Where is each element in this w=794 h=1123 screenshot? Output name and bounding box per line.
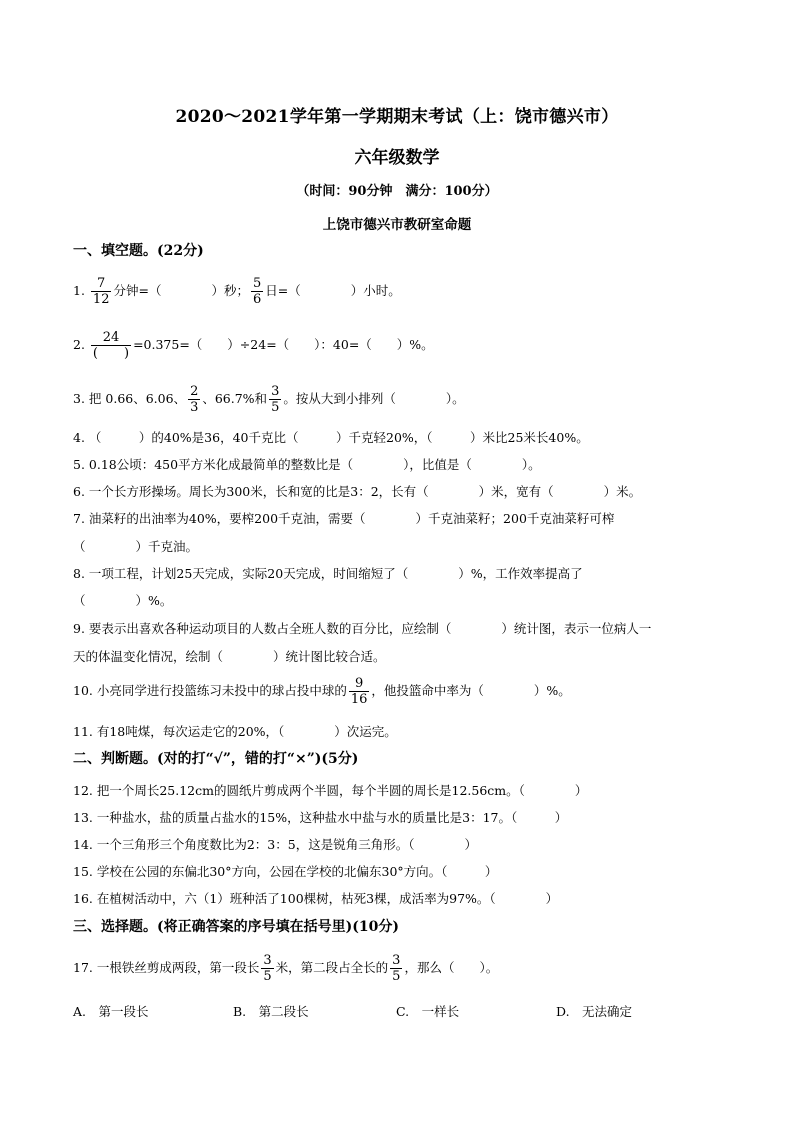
question-2: 2. $\frac{24}{( )}$ =0.375=（ ）÷24=（ ）：40=（ ）%。 [73,330,434,361]
fraction: $\frac{24}{( )}$ [92,330,130,361]
question-9-line-2: 天的体温变化情况，绘制（ ）统计图比较合适。 [73,649,386,664]
fraction: $\frac{3}{5}$ [392,953,401,984]
question-13: 13. 一种盐水，盐的质量占盐水的15%，这种盐水中盐与水的质量比是3：17。（ ） [73,810,568,825]
exam-author: 上饶市德兴市教研室命题 [322,217,472,233]
fraction: $\frac{9}{16}$ [350,676,368,707]
option-b: B. 第二段长 [233,1004,309,1019]
question-7-line-1: 7. 油菜籽的出油率为40%，要榨200千克油，需要（ ）千克油菜籽；200千克油菜籽可榨 [73,511,615,526]
question-9-line-1: 9. 要表示出喜欢各种运动项目的人数占全班人数的百分比，应绘制（ ）统计图，表示一位病人一 [73,621,652,636]
question-14: 14. 一个三角形三个角度数比为2：3：5，这是锐角三角形。（ ） [73,837,477,852]
section-3-heading: 三、选择题。(将正确答案的序号填在括号里)(10分) [73,919,399,935]
question-8-line-1: 8. 一项工程，计划25天完成，实际20天完成，时间缩短了（ ）%，工作效率提高了 [73,566,583,581]
fraction: $\frac{2}{3}$ [190,384,199,415]
question-7-line-2: （ ）千克油。 [73,539,199,554]
question-11: 11. 有18吨煤，每次运走它的20%，（ ）次运完。 [73,724,397,739]
fraction: $\frac{7}{12}$ [92,276,110,307]
question-8-line-2: （ ）%。 [73,593,173,608]
question-12: 12. 把一个周长25.12cm的圆纸片剪成两个半圆，每个半圆的周长是12.56cm。（ ） [73,783,588,798]
exam-time-score: （时间：90分钟 满分：100分） [296,184,498,199]
fraction: $\frac{3}{5}$ [271,384,280,415]
option-c: C. 一样长 [396,1004,460,1019]
question-16: 16. 在植树活动中，六（1）班种活了100棵树，枯死3棵，成活率为97%。（ ） [73,891,559,906]
exam-subject: 六年级数学 [354,148,440,168]
section-2-heading: 二、判断题。(对的打“√”，错的打“×”)(5分) [73,751,359,767]
option-a: A. 第一段长 [73,1004,149,1019]
question-4: 4. （ ）的40%是36，40千克比（ ）千克轻20%，（ ）米比25米长40%。 [73,430,589,445]
question-15: 15. 学校在公园的东偏北30°方向，公园在学校的北偏东30°方向。（ ） [73,864,498,879]
section-1-heading: 一、填空题。(22分) [73,243,204,259]
question-6: 6. 一个长方形操场。周长为300米，长和宽的比是3：2，长有（ ）米，宽有（ ）米。 [73,484,642,499]
option-d: D. 无法确定 [556,1004,633,1019]
question-1: 1. $\frac{7}{12}$ 分钟=（ ）秒； $\frac{5}{6}$ 日=（ ）小时。 [73,276,401,307]
question-5: 5. 0.18公顷：450平方米化成最简单的整数比是（ ），比值是（ ）。 [73,457,541,472]
question-17: 17. 一根铁丝剪成两段，第一段长 $\frac{3}{5}$ 米，第二段占全长的 $\frac{3}{5}$ ，那么（ ）。 [73,953,499,984]
fraction: $\frac{5}{6}$ [252,276,262,307]
question-10: 10. 小亮同学进行投篮练习未投中的球占投中球的 $\frac{9}{16}$ ，他投篮命中率为（ ）%。 [73,676,571,707]
question-3: 3. 把 0.66、6.06、 $\frac{2}{3}$ 、66.7%和 $\frac{3}{5}$ 。按从大到小排列（ ）。 [73,384,465,415]
fraction: $\frac{3}{5}$ [263,953,272,984]
exam-title: 2020～2021学年第一学期期末考试（上：饶市德兴市） [175,107,619,127]
